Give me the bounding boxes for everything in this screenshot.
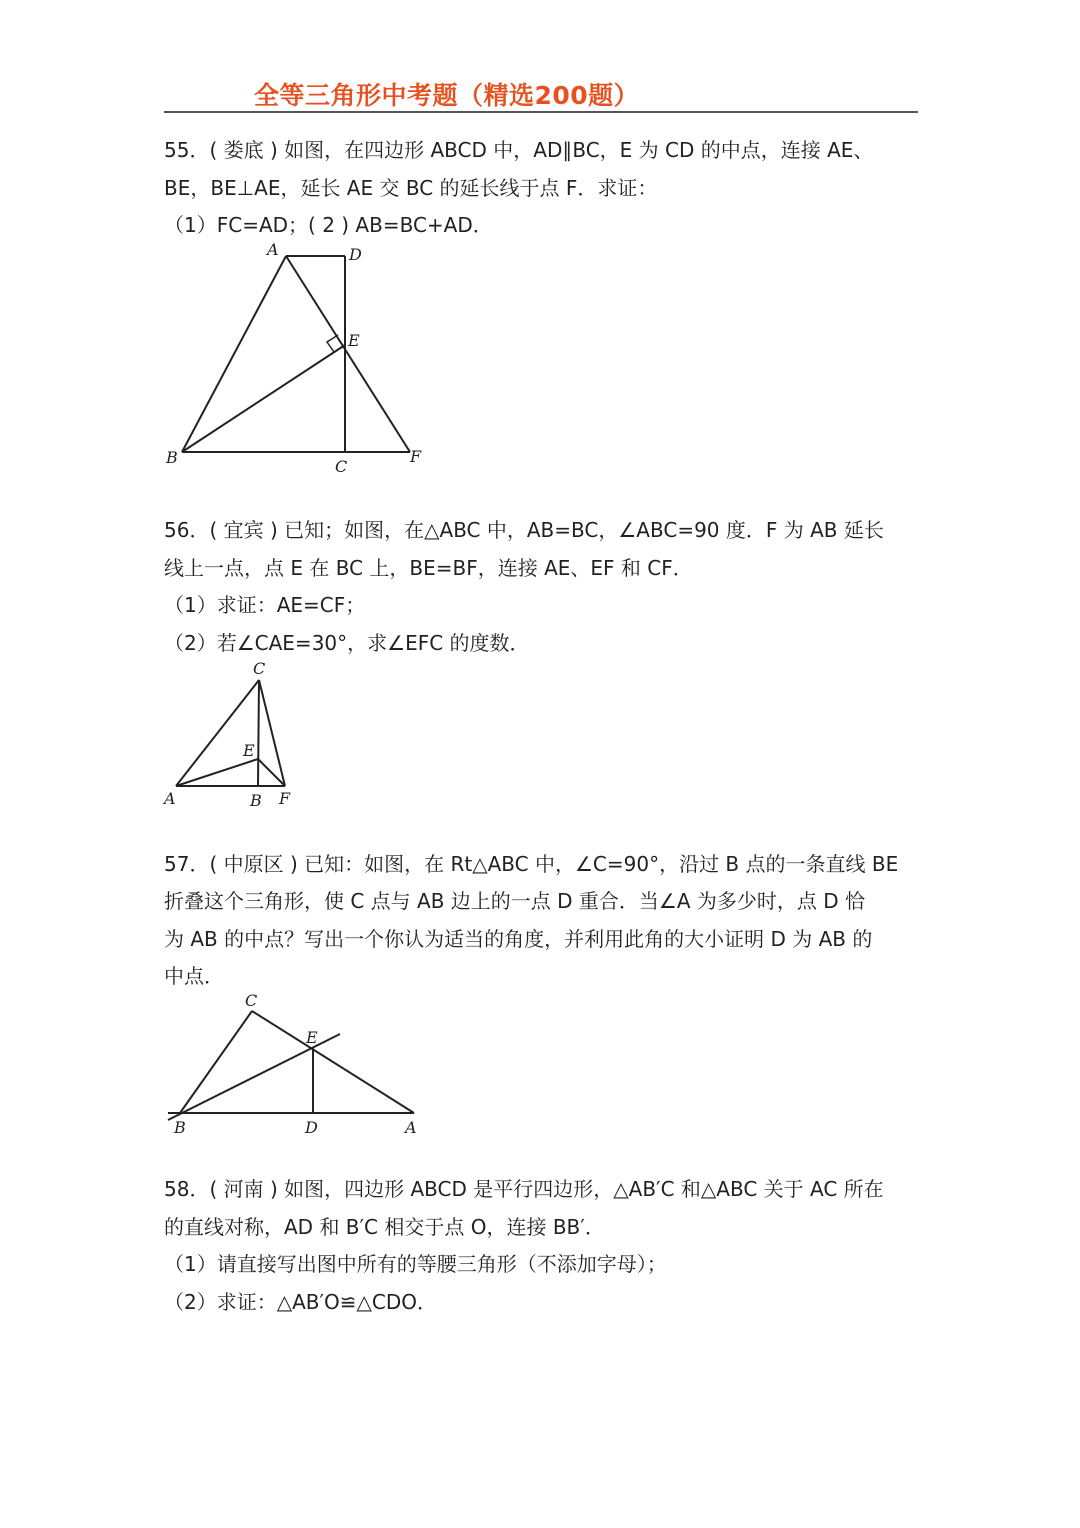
label-A: A [164, 789, 176, 808]
label-B: B [250, 791, 262, 810]
problem-58-line-4: （2）求证：△AB′O≌△CDO． [164, 1290, 438, 1314]
label-D: D [305, 1118, 318, 1137]
problem-58-line-1: 58．( 河南 ) 如图，四边形 ABCD 是平行四边形，△AB′C 和△ABC 关于 AC 所在 [164, 1177, 884, 1201]
label-E: E [243, 741, 255, 760]
problem-57-line-1: 57．( 中原区 ) 已知：如图，在 Rt△ABC 中，∠C=90°，沿过 B 点的一条直线 BE [164, 852, 899, 876]
problem-55-line-1: 55．( 娄底 ) 如图，在四边形 ABCD 中，AD∥BC，E 为 CD 的中点，连接 AE、 [164, 138, 874, 162]
label-A: A [267, 240, 279, 259]
label-B: B [174, 1118, 186, 1137]
label-A: A [405, 1118, 417, 1137]
problem-58-line-2: 的直线对称，AD 和 B′C 相交于点 O，连接 BB′． [164, 1215, 605, 1239]
label-F: F [410, 447, 422, 466]
label-B: B [166, 448, 178, 467]
problem-57-line-2: 折叠这个三角形，使 C 点与 AB 边上的一点 D 重合．当∠A 为多少时，点 D 恰 [164, 889, 865, 913]
problem-55-line-3: （1）FC=AD；( 2 ) AB=BC+AD． [164, 213, 493, 237]
label-C: C [245, 991, 258, 1010]
problem-56-line-1: 56．( 宜宾 ) 已知；如图，在△ABC 中，AB=BC，∠ABC=90 度．F 为 AB 延长 [164, 518, 884, 542]
problem-55-line-2: BE，BE⊥AE，延长 AE 交 BC 的延长线于点 F．求证： [164, 176, 658, 200]
label-E: E [306, 1028, 318, 1047]
problem-58-line-3: （1）请直接写出图中所有的等腰三角形（不添加字母）； [164, 1252, 667, 1276]
label-E: E [348, 331, 360, 350]
segment-CA [252, 1011, 414, 1113]
problem-56-line-4: （2）若∠CAE=30°，求∠EFC 的度数． [164, 631, 530, 655]
label-D: D [349, 245, 362, 264]
label-F: F [279, 789, 291, 808]
problem-56-line-3: （1）求证：AE=CF； [164, 593, 366, 617]
problem-56-line-2: 线上一点，点 E 在 BC 上，BE=BF，连接 AE、EF 和 CF． [164, 556, 693, 580]
problem-57-line-4: 中点． [164, 964, 224, 988]
segment-BC [180, 1011, 252, 1113]
label-C: C [253, 659, 266, 678]
page-header-title: 全等三角形中考题（精选200题） [254, 81, 640, 110]
problem-57-line-3: 为 AB 的中点？写出一个你认为适当的角度，并利用此角的大小证明 D 为 AB 的 [164, 927, 873, 951]
label-C: C [335, 457, 348, 476]
